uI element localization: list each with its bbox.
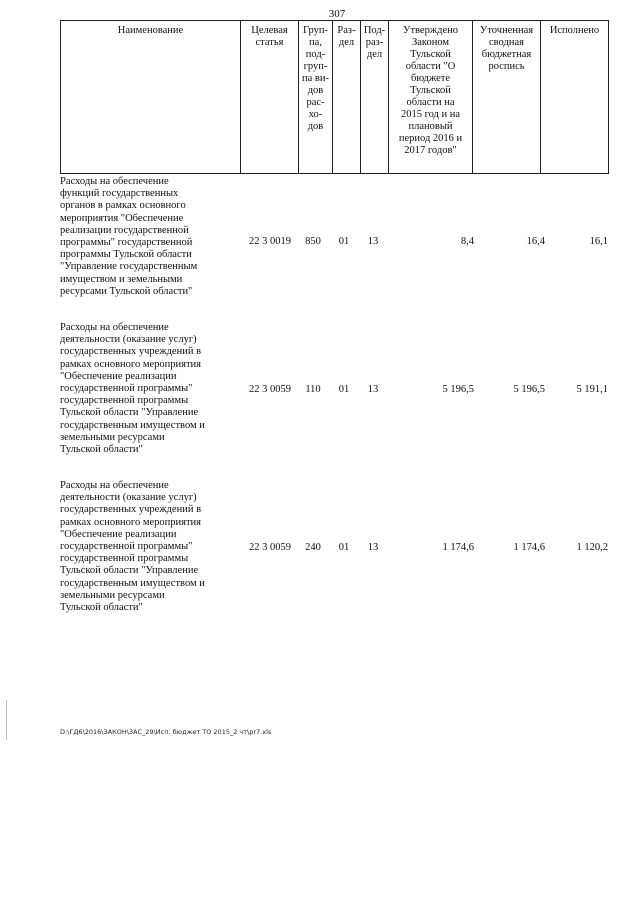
row-description: Расходы на обеспечение деятельности (оказание услуг) государственных учреждений в рамках основного мероприятия "Обеспечение реализации государственной программы" государственной программы Тульской области "Управление государственным имуществом и земельными ресурсами Тульской области" xyxy=(60,322,205,456)
row-target-article: 22 3 0059 xyxy=(249,384,291,395)
row-group: 110 xyxy=(305,384,321,395)
column-header-group: Груп- па, под- груп- па ви- дов рас- хо- дов xyxy=(299,21,333,174)
column-header-refined: Уточненная сводная бюджетная роспись xyxy=(473,21,541,174)
column-header-section: Раз- дел xyxy=(333,21,361,174)
row-description: Расходы на обеспечение деятельности (оказание услуг) государственных учреждений в рамках основного мероприятия "Обеспечение реализации государственной программы" государственной программы Тульской области "Управление государственным имуществом и земельными ресурсами Тульской области" xyxy=(60,480,205,614)
row-approved: 8,4 xyxy=(460,236,474,247)
scan-margin-mark xyxy=(6,700,7,740)
table-row xyxy=(60,322,608,462)
column-header-approved: Утверждено Законом Тульской области "О бюджете Тульской области на 2015 год и на плановый период 2016 и 2017 годов" xyxy=(389,21,473,174)
row-approved: 1 174,6 xyxy=(442,542,474,553)
row-section: 01 xyxy=(338,542,350,553)
column-header-executed: Исполнено xyxy=(541,21,609,174)
row-section: 01 xyxy=(338,236,350,247)
row-target-article: 22 3 0019 xyxy=(249,236,291,247)
row-group: 240 xyxy=(305,542,321,553)
row-group: 850 xyxy=(305,236,321,247)
column-header-subsection: Под- раз- дел xyxy=(361,21,389,174)
row-subsection: 13 xyxy=(367,236,379,247)
row-subsection: 13 xyxy=(367,542,379,553)
table-row xyxy=(60,480,608,620)
table-row xyxy=(60,176,608,304)
row-subsection: 13 xyxy=(367,384,379,395)
row-executed: 5 191,1 xyxy=(576,384,608,395)
column-header-name: Наименование xyxy=(61,21,241,174)
row-approved: 5 196,5 xyxy=(442,384,474,395)
table-header xyxy=(60,20,609,174)
row-refined: 16,4 xyxy=(526,236,545,247)
row-refined: 5 196,5 xyxy=(513,384,545,395)
page-number: 307 xyxy=(328,8,346,20)
column-header-target-article: Целевая статья xyxy=(241,21,299,174)
footer-file-path: D:\ГД6\2016\ЗАКОН\ЗАС_29\Исп. бюджет ТО 2015_2 чт\рr7.xls xyxy=(60,728,272,736)
row-refined: 1 174,6 xyxy=(513,542,545,553)
row-target-article: 22 3 0059 xyxy=(249,542,291,553)
row-executed: 1 120,2 xyxy=(576,542,608,553)
row-description: Расходы на обеспечение функций государственных органов в рамках основного мероприятия "Обеспечение реализации государственной программы" государственной программы Тульской области "Управление государственным имуществом и земельными ресурсами Тульской области" xyxy=(60,176,198,297)
row-executed: 16,1 xyxy=(589,236,608,247)
row-section: 01 xyxy=(338,384,350,395)
